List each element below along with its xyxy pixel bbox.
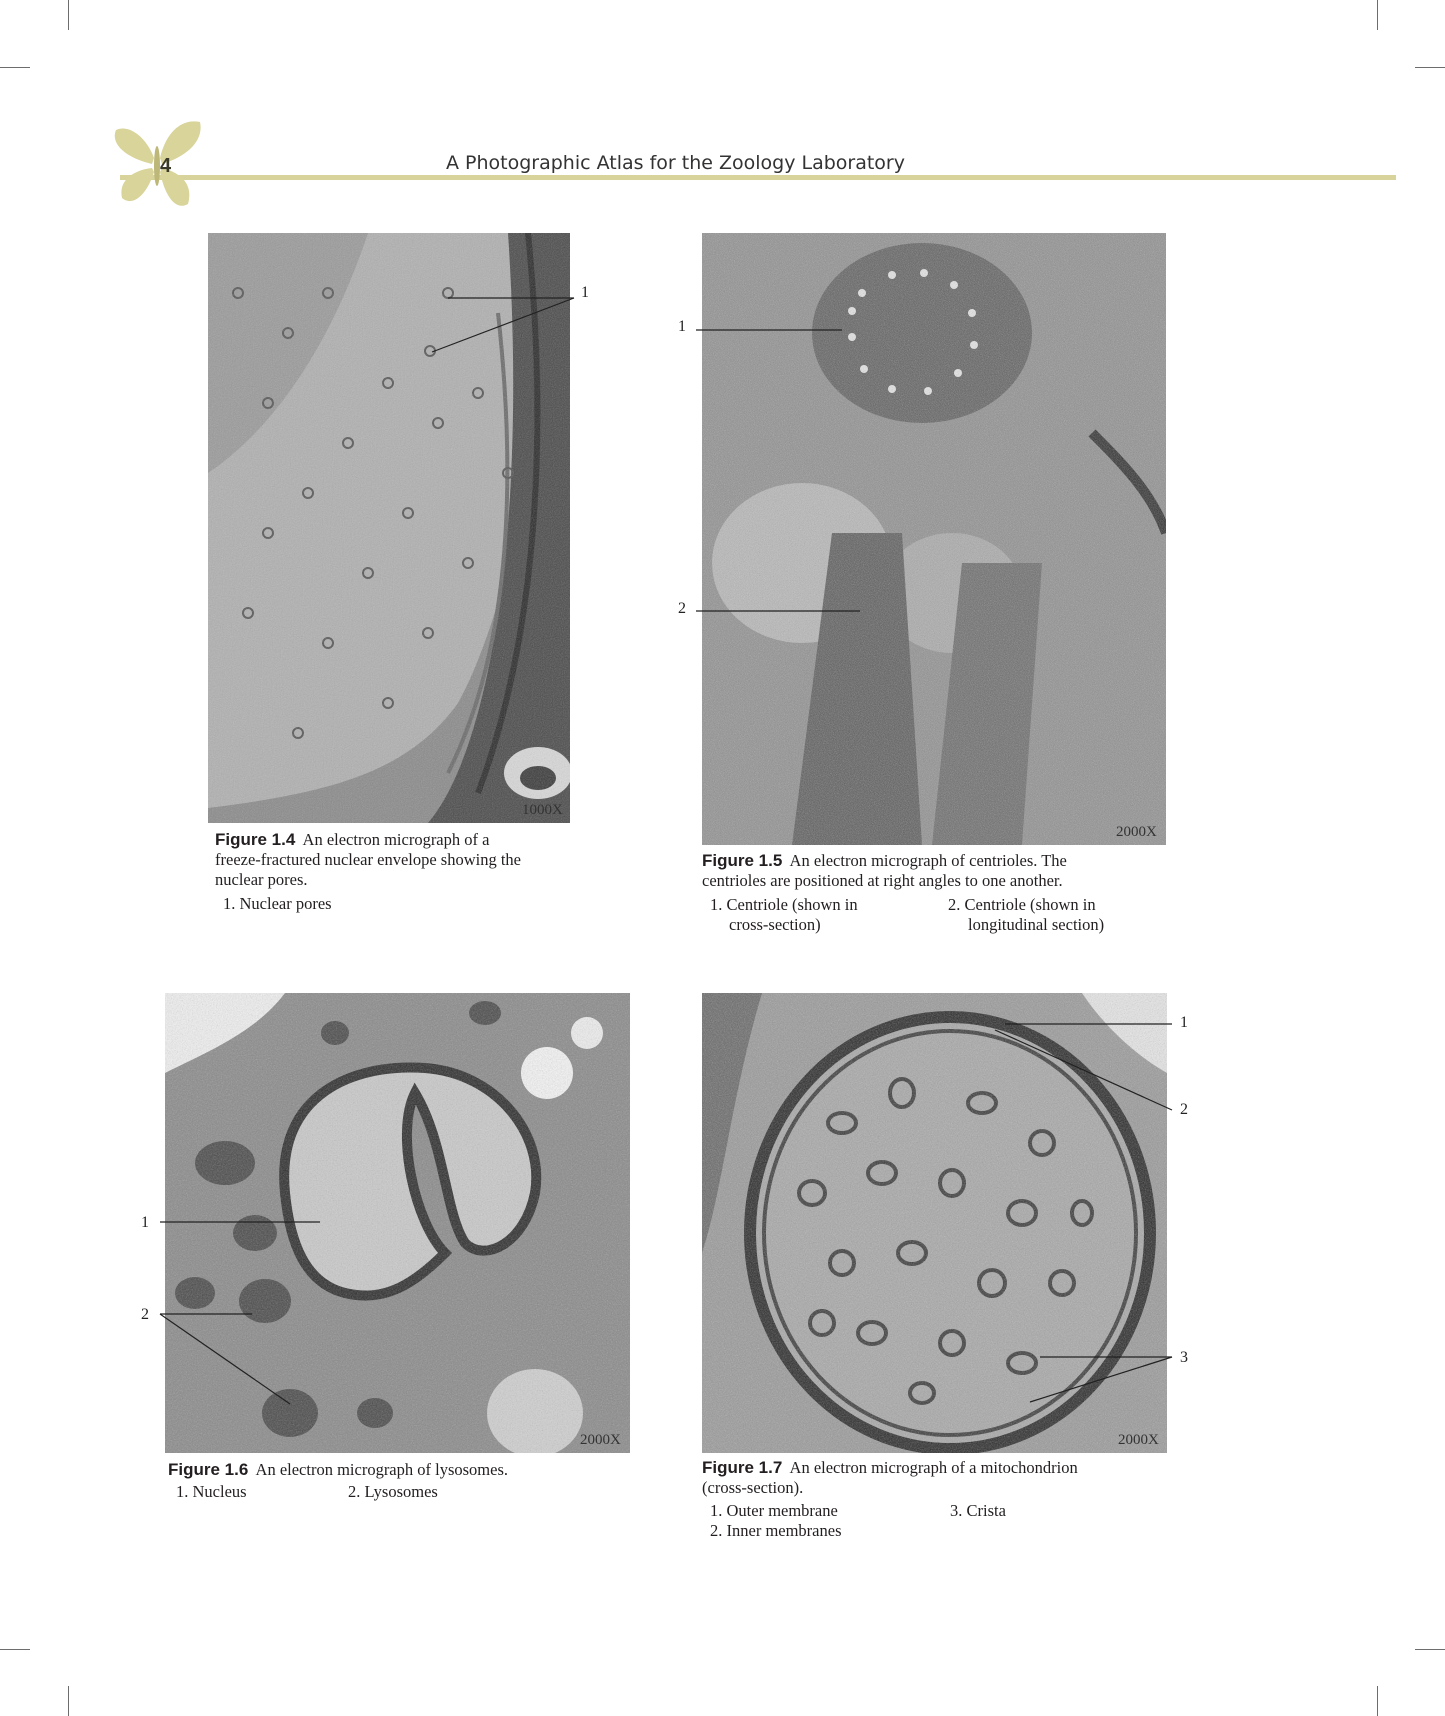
callout-label: 1	[678, 318, 686, 335]
callout-label: 3	[1180, 1349, 1188, 1366]
callout-label: 1	[1180, 1014, 1188, 1031]
legend-item: 1. Nucleus	[176, 1482, 247, 1501]
crop-mark	[1415, 1649, 1445, 1650]
legend-item: 3. Crista	[950, 1501, 1006, 1520]
figure-caption	[215, 830, 595, 890]
callout-label: 2	[1180, 1101, 1188, 1118]
figure-caption	[168, 1460, 628, 1480]
magnification-label: 1000X	[522, 802, 563, 818]
figure-caption	[702, 851, 1182, 891]
crop-mark	[0, 1649, 30, 1650]
crop-mark	[68, 1686, 69, 1716]
legend-item: 2. Lysosomes	[348, 1482, 438, 1501]
legend-item: 1. Outer membrane	[710, 1501, 838, 1520]
crop-mark	[1377, 0, 1378, 30]
page-number: 4	[160, 155, 172, 177]
crop-mark	[0, 67, 30, 68]
caption-line: An electron micrograph of centrioles. The	[789, 851, 1067, 870]
legend-item: 1. Nuclear pores	[223, 894, 332, 913]
caption-line: An electron micrograph of a	[302, 830, 490, 849]
micrograph-lysosomes	[165, 993, 630, 1453]
caption-line: (cross-section).	[702, 1478, 804, 1497]
crop-mark	[1415, 67, 1445, 68]
figure-label: Figure 1.5	[702, 851, 783, 870]
callout-label: 2	[141, 1306, 149, 1323]
header-rule	[120, 175, 1396, 180]
micrograph-mitochondrion	[702, 993, 1167, 1453]
figure-label: Figure 1.6	[168, 1460, 249, 1479]
legend-item: 2. Inner membranes	[710, 1521, 842, 1540]
crop-mark	[68, 0, 69, 30]
callout-label: 1	[141, 1214, 149, 1231]
caption-line: nuclear pores.	[215, 870, 308, 889]
magnification-label: 2000X	[1116, 824, 1157, 840]
legend-item: 2. Centriole (shown in	[948, 895, 1096, 914]
caption-line: An electron micrograph of a mitochondrion	[789, 1458, 1078, 1477]
figure-label: Figure 1.7	[702, 1458, 783, 1477]
butterfly-icon	[108, 118, 206, 214]
crop-mark	[1377, 1686, 1378, 1716]
callout-label: 2	[678, 600, 686, 617]
figure-caption	[702, 1458, 1172, 1498]
micrograph-nuclear-envelope	[208, 233, 570, 823]
magnification-label: 2000X	[1118, 1432, 1159, 1448]
running-title: A Photographic Atlas for the Zoology Laboratory	[446, 152, 905, 174]
magnification-label: 2000X	[580, 1432, 621, 1448]
figure-label: Figure 1.4	[215, 830, 296, 849]
legend-item: cross-section)	[729, 915, 821, 934]
caption-line: freeze-fractured nuclear envelope showing the	[215, 850, 521, 869]
callout-label: 1	[581, 284, 589, 301]
caption-line: An electron micrograph of lysosomes.	[255, 1460, 509, 1479]
micrograph-centrioles	[702, 233, 1166, 845]
caption-line: centrioles are positioned at right angles to one another.	[702, 871, 1063, 890]
legend-item: longitudinal section)	[968, 915, 1105, 934]
legend-item: 1. Centriole (shown in	[710, 895, 858, 914]
